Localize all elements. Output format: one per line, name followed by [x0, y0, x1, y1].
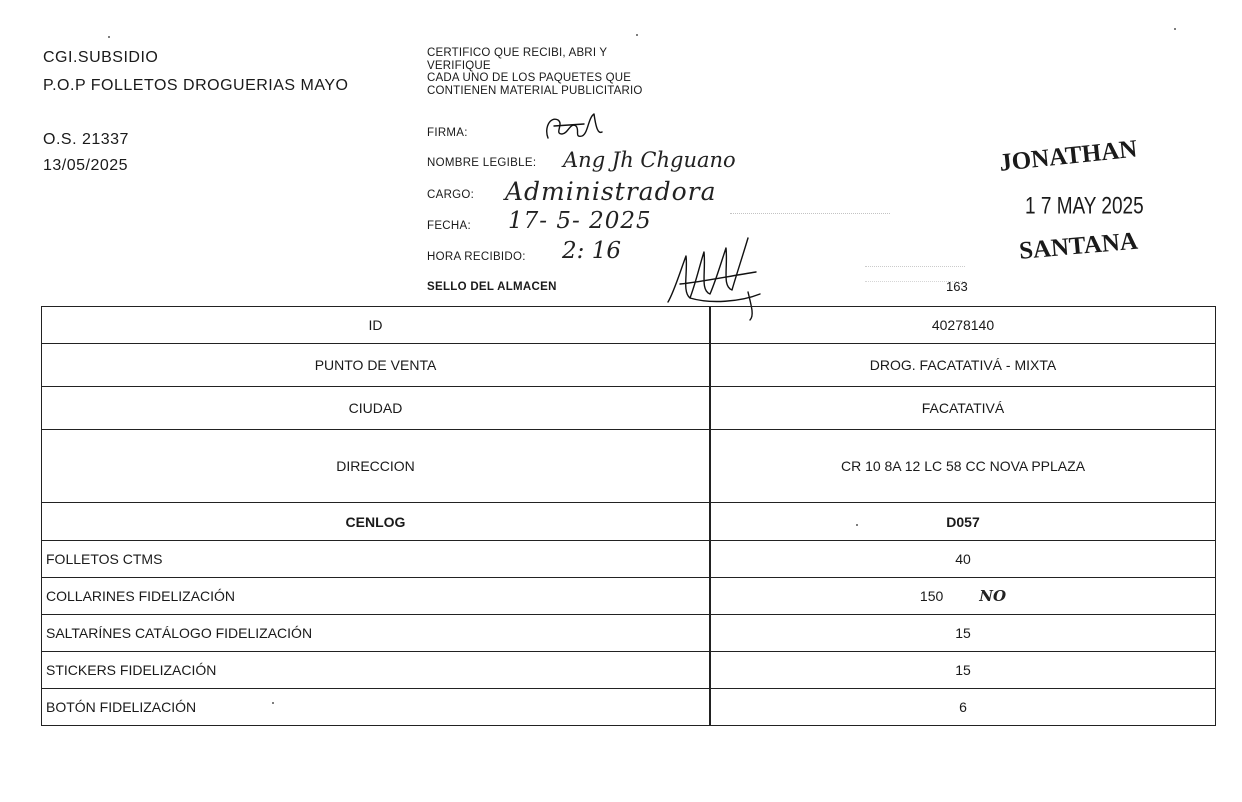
nombre-value: Ang Jh Chguano: [563, 148, 736, 172]
row-value: 40: [711, 541, 1216, 577]
row-value: 15: [711, 652, 1216, 688]
table-row: [41, 430, 1216, 503]
certificate-statement: [427, 47, 643, 97]
row-label: FOLLETOS CTMS: [41, 541, 711, 577]
firma-label: FIRMA:: [427, 127, 468, 139]
faint-mark: [730, 213, 890, 224]
scan-speck: [272, 702, 274, 704]
row-value: D057: [711, 503, 1216, 540]
table-row: [41, 615, 1216, 652]
scan-speck: [636, 34, 638, 36]
fecha-value: 17- 5- 2025: [508, 208, 652, 234]
company-name: CGI.SUBSIDIO: [43, 49, 159, 66]
table-row: [41, 503, 1216, 541]
handwritten-note: NO: [979, 587, 1007, 605]
scan-speck: [108, 36, 110, 38]
row-label: DIRECCION: [41, 430, 711, 502]
row-value-group: [711, 578, 1216, 614]
table-row: [41, 578, 1216, 615]
hora-label: HORA RECIBIDO:: [427, 251, 526, 263]
scan-speck: [856, 524, 858, 526]
row-value: CR 10 8A 12 LC 58 CC NOVA PPLAZA: [711, 430, 1216, 502]
certificate-line: CERTIFICO QUE RECIBI, ABRI Y: [427, 47, 608, 59]
row-value: 150: [919, 588, 944, 604]
scan-speck: [1174, 28, 1176, 30]
table-row: [41, 689, 1216, 726]
stamp-name-bottom: SANTANA: [1018, 227, 1139, 265]
row-label: SALTARÍNES CATÁLOGO FIDELIZACIÓN: [41, 615, 711, 651]
hora-value: 2: 16: [562, 238, 621, 264]
row-value: 15: [711, 615, 1216, 651]
firma-signature: [540, 108, 610, 146]
order-date: 13/05/2025: [43, 157, 129, 174]
cargo-value: Administradora: [505, 177, 717, 206]
table-row: [41, 387, 1216, 430]
row-value: 40278140: [711, 307, 1216, 343]
table-row: [41, 541, 1216, 578]
order-number: O.S. 21337: [43, 131, 129, 148]
row-value: 6: [711, 689, 1216, 725]
table-row: [41, 307, 1216, 344]
stamp-date: 1 7 MAY 2025: [1025, 193, 1144, 220]
stamp-name-top: JONATHAN: [998, 135, 1139, 177]
certificate-line: VERIFIQUE: [427, 59, 491, 72]
cargo-label: CARGO:: [427, 189, 475, 201]
row-label: STICKERS FIDELIZACIÓN: [41, 652, 711, 688]
table-row: [41, 344, 1216, 387]
row-label: COLLARINES FIDELIZACIÓN: [41, 578, 711, 614]
certificate-line: CADA UNO DE LOS PAQUETES QUE: [427, 72, 632, 84]
delivery-table: [41, 306, 1216, 726]
nombre-label: NOMBRE LEGIBLE:: [427, 157, 537, 169]
row-value: DROG. FACATATIVÁ - MIXTA: [711, 344, 1216, 386]
row-label: BOTÓN FIDELIZACIÓN: [41, 689, 711, 725]
sello-label: SELLO DEL ALMACEN: [427, 281, 557, 293]
row-value: FACATATIVÁ: [711, 387, 1216, 429]
table-row: [41, 652, 1216, 689]
certificate-line: CONTIENEN MATERIAL PUBLICITARIO: [427, 84, 643, 97]
product-name: P.O.P FOLLETOS DROGUERIAS MAYO: [43, 77, 349, 94]
row-label: ID: [41, 307, 711, 343]
fecha-label: FECHA:: [427, 220, 471, 232]
stamp-number: 163: [946, 279, 968, 294]
row-label: CIUDAD: [41, 387, 711, 429]
row-label: CENLOG: [41, 503, 711, 540]
row-label: PUNTO DE VENTA: [41, 344, 711, 386]
